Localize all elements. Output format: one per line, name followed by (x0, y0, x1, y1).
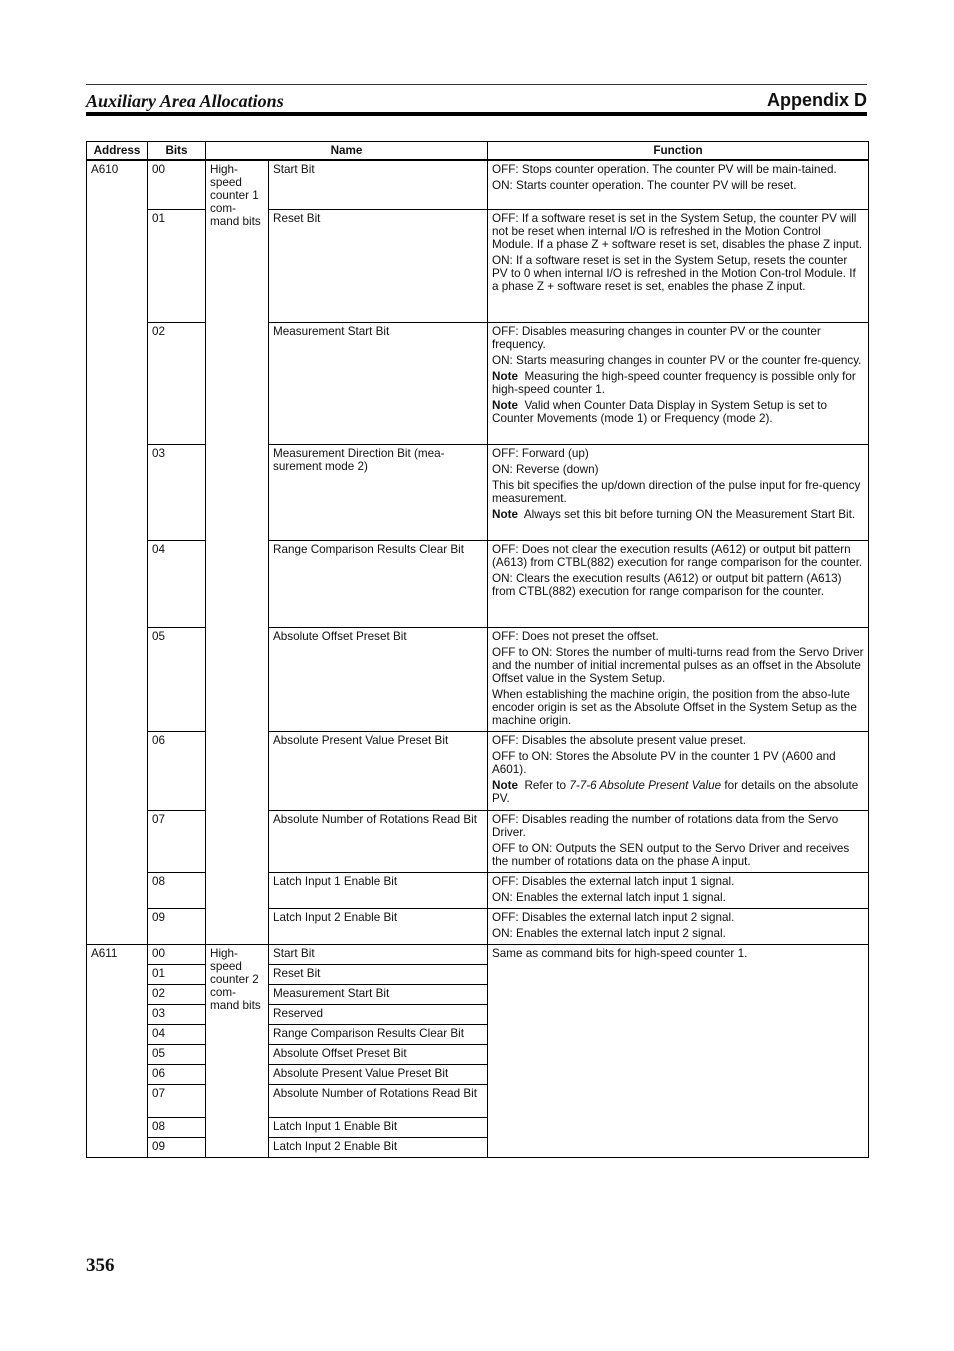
function-cell (488, 627, 869, 731)
allocation-table (86, 141, 869, 1158)
bit-cell: 02 (148, 984, 206, 1004)
section-title: Auxiliary Area Allocations (86, 91, 284, 111)
header-rule-thick (86, 112, 867, 116)
bit-cell: 04 (148, 1024, 206, 1044)
name-cell: Reset Bit (269, 209, 488, 322)
function-line: ON: Enables the external latch input 1 signal. (492, 890, 726, 904)
col-address: Address (87, 142, 148, 161)
bit-cell: 03 (148, 1004, 206, 1024)
function-line: OFF: Stops counter operation. The counter PV will be main-tained. (492, 163, 837, 176)
function-line: OFF: Disables the external latch input 2 signal. (492, 910, 735, 924)
name-cell: Start Bit (269, 160, 488, 209)
note-label: Note (492, 507, 518, 521)
col-bits: Bits (148, 142, 206, 161)
name-cell: Measurement Start Bit (269, 322, 488, 444)
function-line: ON: Clears the execution results (A612) or output bit pattern (A613) from CTBL(882) execution for range comparison for the counter. (492, 571, 842, 598)
name-cell: Start Bit (269, 944, 488, 964)
function-cell (488, 209, 869, 322)
function-cell: Same as command bits for high-speed counter 1. (488, 944, 869, 1157)
table-row (87, 872, 869, 908)
note-line (492, 370, 864, 396)
function-line: OFF: Disables reading the number of rotations data from the Servo Driver. (492, 812, 839, 839)
name-cell: Measurement Start Bit (269, 984, 488, 1004)
function-cell (488, 872, 869, 908)
table-row (87, 444, 869, 540)
name-cell: Absolute Number of Rotations Read Bit (269, 810, 488, 872)
note-text: Measuring the high-speed counter frequency is possible only for high-speed counter 1. (492, 369, 856, 396)
function-cell (488, 322, 869, 444)
function-line: OFF to ON: Outputs the SEN output to the Servo Driver and receives the number of rotations data on the phase A input. (492, 841, 850, 868)
note-line (492, 508, 864, 521)
note-label: Note (492, 398, 518, 412)
note-text: Refer to (524, 778, 570, 792)
name-cell: Latch Input 1 Enable Bit (269, 1117, 488, 1137)
bit-cell: 03 (148, 444, 206, 540)
table-row (87, 944, 869, 964)
function-line: OFF to ON: Stores the number of multi-turns read from the Servo Driver and the number of initial incremental pulses as an offset in the Absolute Offset value in the System Setup. (492, 645, 864, 685)
name-cell: Range Comparison Results Clear Bit (269, 1024, 488, 1044)
function-line: OFF: Does not clear the execution results (A612) or output bit pattern (A613) from CTBL(882) execution for range comparison for the counter. (492, 542, 863, 569)
function-cell (488, 160, 869, 209)
note-line (492, 399, 864, 425)
bit-cell: 00 (148, 160, 206, 209)
bit-cell: 05 (148, 1044, 206, 1064)
note-label: Note (492, 369, 518, 383)
name-cell: Absolute Number of Rotations Read Bit (269, 1084, 488, 1117)
bit-cell: 01 (148, 209, 206, 322)
function-line: ON: Starts counter operation. The counter PV will be reset. (492, 179, 797, 192)
note-line (492, 779, 864, 805)
function-line: OFF to ON: Stores the Absolute PV in the counter 1 PV (A600 and A601). (492, 749, 836, 776)
bit-cell: 01 (148, 964, 206, 984)
function-line: OFF: Disables the external latch input 1 signal. (492, 874, 735, 888)
table-row (87, 322, 869, 444)
note-text: Always set this bit before turning ON the Measurement Start Bit. (523, 507, 856, 521)
bit-cell: 09 (148, 908, 206, 944)
name-cell: Absolute Present Value Preset Bit (269, 1064, 488, 1084)
name-cell: Range Comparison Results Clear Bit (269, 540, 488, 627)
function-cell (488, 810, 869, 872)
function-line: OFF: If a software reset is set in the System Setup, the counter PV will not be reset when internal I/O is refreshed in the Motion Control Module. If a phase Z + software reset is set, disables the phase Z input. (492, 211, 862, 251)
name-cell: Absolute Offset Preset Bit (269, 1044, 488, 1064)
bit-cell: 00 (148, 944, 206, 964)
group-name-cell: High-speed counter 1 com-mand bits (206, 160, 269, 944)
name-cell: Measurement Direction Bit (mea-surement mode 2) (269, 444, 488, 540)
table-row (87, 908, 869, 944)
name-cell: Latch Input 1 Enable Bit (269, 872, 488, 908)
bit-cell: 02 (148, 322, 206, 444)
table-row (87, 627, 869, 731)
bit-cell: 08 (148, 1117, 206, 1137)
function-line: ON: Reverse (down) (492, 462, 599, 476)
bit-cell: 06 (148, 731, 206, 810)
function-line: ON: Starts measuring changes in counter PV or the counter fre-quency. (492, 353, 862, 367)
name-cell: Reset Bit (269, 964, 488, 984)
bit-cell: 08 (148, 872, 206, 908)
table-header-row (87, 142, 869, 161)
bit-cell: 04 (148, 540, 206, 627)
function-cell (488, 444, 869, 540)
function-line: This bit specifies the up/down direction of the pulse input for fre-quency measurement. (492, 478, 861, 505)
name-cell: Latch Input 2 Enable Bit (269, 1137, 488, 1157)
group-name-cell: High-speed counter 2 com-mand bits (206, 944, 269, 1157)
function-line: ON: If a software reset is set in the System Setup, resets the counter PV to 0 when internal I/O is refreshed in the Motion Con-trol Module. If a phase Z + software reset is set, enables the phase Z input. (492, 253, 856, 293)
table-row (87, 209, 869, 322)
col-function: Function (488, 142, 869, 161)
table-row (87, 160, 869, 209)
address-cell: A610 (87, 160, 148, 944)
function-line: OFF: Forward (up) (492, 446, 589, 460)
table-row (87, 731, 869, 810)
name-cell: Absolute Offset Preset Bit (269, 627, 488, 731)
function-line: OFF: Disables the absolute present value preset. (492, 733, 747, 747)
function-line: When establishing the machine origin, the position from the abso-lute encoder origin is set as the Absolute Offset in the System Setup as the machine origin. (492, 687, 857, 727)
bit-cell: 06 (148, 1064, 206, 1084)
note-label: Note (492, 778, 518, 792)
appendix-label: Appendix D (766, 90, 867, 110)
bit-cell: 07 (148, 810, 206, 872)
function-line: OFF: Does not preset the offset. (492, 629, 659, 643)
bit-cell: 09 (148, 1137, 206, 1157)
name-cell: Reserved (269, 1004, 488, 1024)
note-reference: 7-7-6 Absolute Present Value (569, 778, 722, 792)
bit-cell: 07 (148, 1084, 206, 1117)
col-name: Name (206, 142, 488, 161)
header-rule-thin (86, 84, 867, 85)
name-cell: Latch Input 2 Enable Bit (269, 908, 488, 944)
function-line: OFF: Disables measuring changes in counter PV or the counter frequency. (492, 324, 821, 351)
function-cell (488, 731, 869, 810)
address-cell: A611 (87, 944, 148, 1157)
note-text: Valid when Counter Data Display in System Setup is set to Counter Movements (mode 1) or Frequency (mode 2). (492, 398, 827, 425)
name-cell: Absolute Present Value Preset Bit (269, 731, 488, 810)
note-text: for details on the absolute PV. (492, 778, 859, 805)
function-cell (488, 540, 869, 627)
page-number: 356 (86, 1255, 115, 1276)
function-line: ON: Enables the external latch input 2 signal. (492, 926, 726, 940)
table-row (87, 810, 869, 872)
bit-cell: 05 (148, 627, 206, 731)
table-row (87, 540, 869, 627)
function-cell (488, 908, 869, 944)
